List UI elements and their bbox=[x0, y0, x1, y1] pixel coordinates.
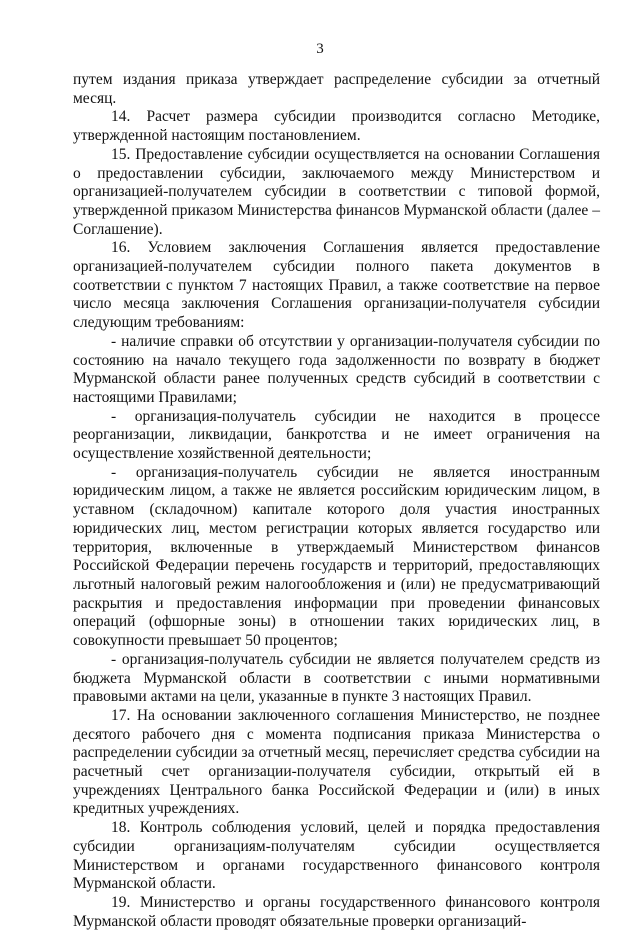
paragraph-15: 15. Предоставление субсидии осуществляется на основании Соглашения о предоставлении субсидии, заключаемого между Министерством и организацией-получателем субсидии в соответствии с типовой формой, утвержденной приказом Министерства финансов Мурманской области (далее – Соглашение). bbox=[73, 145, 600, 238]
requirement-item: - организация-получатель субсидии не является получателем средств из бюджета Мурманской области в соответствии с иными нормативными правовыми актами на цели, указанные в пункте 3 настоящих Правил. bbox=[73, 650, 600, 706]
paragraph-14: 14. Расчет размера субсидии производится согласно Методике, утвержденной настоящим постановлением. bbox=[73, 108, 600, 145]
requirement-item: - наличие справки об отсутствии у организации-получателя субсидии по состоянию на начало текущего года задолженности по возврату в бюджет Мурманской области ранее полученных средств субсидий в соответствии с настоящими Правилами; bbox=[73, 332, 600, 406]
paragraph-16: 16. Условием заключения Соглашения является предоставление организацией-получателем субсидии полного пакета документов в соответствии с пунктом 7 настоящих Правил, а также соответствие на первое число месяца заключения Соглашения организации-получателя субсидии следующим требованиям: bbox=[73, 239, 600, 332]
requirement-item: - организация-получатель субсидии не находится в процессе реорганизации, ликвидации, банкротства и не имеет ограничения на осуществление хозяйственной деятельности; bbox=[73, 407, 600, 463]
document-body bbox=[73, 71, 600, 931]
paragraph-18: 18. Контроль соблюдения условий, целей и порядка предоставления субсидии организациям-получателям субсидии осуществляется Министерством и органами государственного финансового контроля Мурманской области. bbox=[73, 819, 600, 893]
paragraph-17: 17. На основании заключенного соглашения Министерство, не позднее десятого рабочего дня с момента подписания приказа Министерства о распределении субсидии за отчетный месяц, перечисляет средства субсидии на расчетный счет организации-получателя субсидии, открытый ей в учреждениях Центрального банка Российской Федерации и (или) в иных кредитных учреждениях. bbox=[73, 706, 600, 818]
page-number: 3 bbox=[316, 41, 324, 57]
paragraph-continuation: путем издания приказа утверждает распределение субсидии за отчетный месяц. bbox=[73, 71, 600, 107]
paragraph-19: 19. Министерство и органы государственного финансового контроля Мурманской области проводят обязательные проверки организаций- bbox=[73, 893, 600, 930]
requirement-item: - организация-получатель субсидии не является иностранным юридическим лицом, а также не является российским юридическим лицом, в уставном (складочном) капитале которого доля участия иностранных юридических лиц, местом регистрации которых является государство или территория, включенные в утверждаемый Министерством финансов Российской Федерации перечень государств и территорий, предоставляющих льготный налоговый режим налогообложения и (или) не предусматривающий раскрытия и предоставления информации при проведении финансовых операций (офшорные зоны) в отношении таких юридических лиц, в совокупности превышает 50 процентов; bbox=[73, 463, 600, 650]
